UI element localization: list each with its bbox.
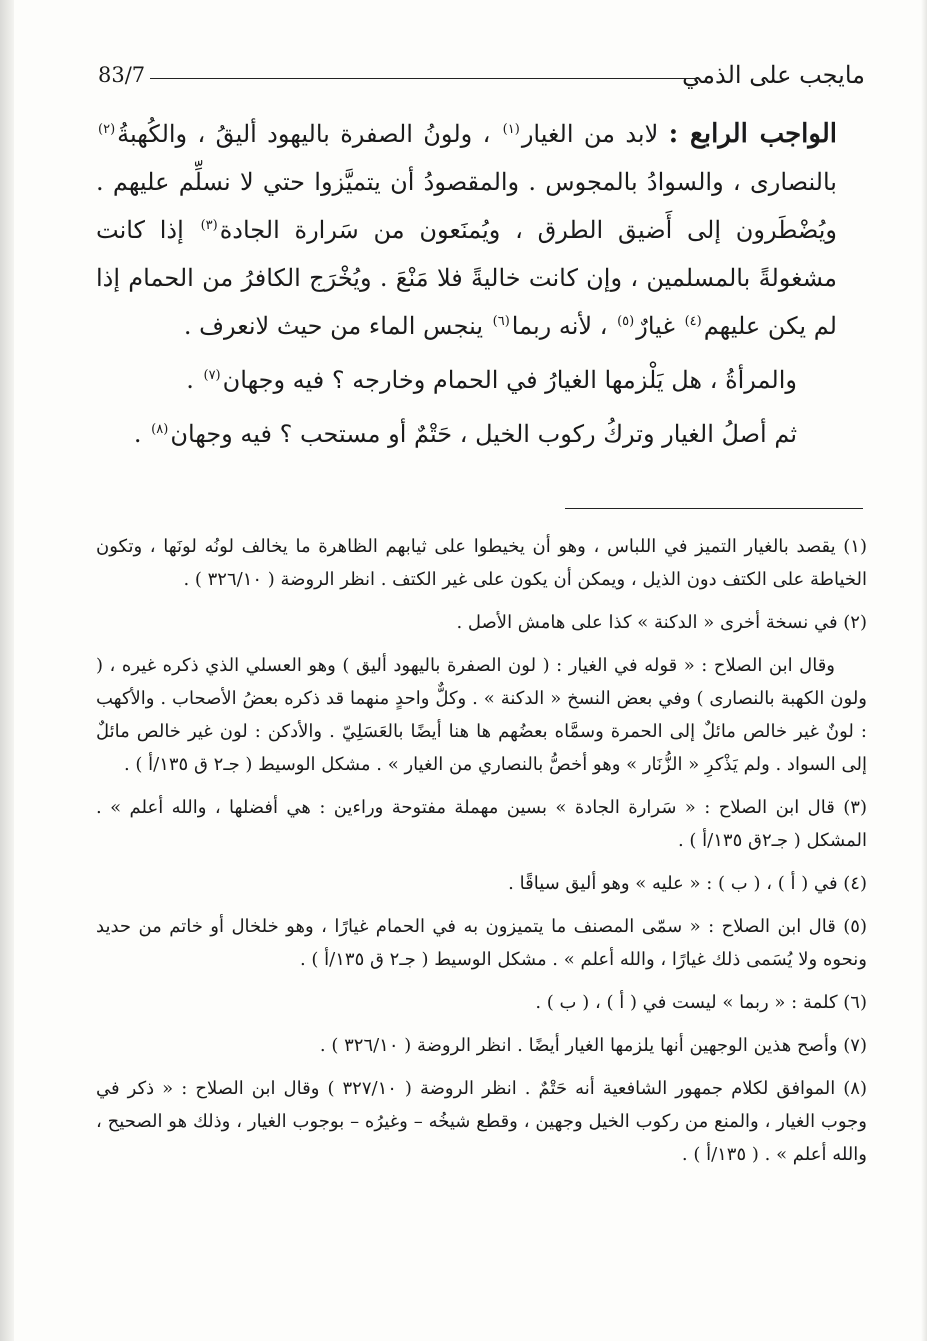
footnote-ref-1[interactable]: (١)	[502, 122, 520, 137]
header-rule	[150, 78, 695, 79]
text-run: إذا كانت مشغولةً بالمسلمين ، وإن كانت خاليةً فلا مَنْعَ . ويُخْرَج الكافرُ من الحمام إذا لم يكن عليهم	[96, 216, 837, 340]
footnote-ref-3[interactable]: (٣)	[200, 218, 218, 233]
footnote-separator	[565, 508, 863, 509]
text-run: والمرأةُ ، هل يَلْزمها الغيارُ في الحمام وخارجه ؟ فيه وجهان	[222, 366, 797, 394]
paragraph-woman	[96, 356, 837, 404]
paragraph-fourth-duty	[96, 110, 837, 350]
text-run: لابد من الغيار	[521, 120, 669, 148]
footnote-ref-4[interactable]: (٤)	[684, 314, 702, 329]
footnote-3: (٣) قال ابن الصلاح : « سَرارة الجادة » بسين مهملة مفتوحة وراءين : هي أفضلها ، والله أعلم » . المشكل ( جـ٢ق ١٣٥/أ ) .	[96, 797, 867, 851]
footnote-ref-2[interactable]: (٢)	[98, 122, 116, 137]
footnote-ref-8[interactable]: (٨)	[151, 422, 169, 437]
footnote-2-continuation: وقال ابن الصلاح : « قوله في الغيار : ( لون الصفرة باليهود أليق ) وهو العسلي الذي ذكره غيره ، ( ولون الكهبة بالنصارى ) وفي بعض النسخ « الدكنة » . وكلٌّ واحدٍ منهما قد ذكره بعضُ الأصحاب . والأكهب : لونٌ غير خالص مائلٌ إلى الحمرة وسمَّاه بعضُهم ها هنا أيضًا بالعَسَلِيّ . والأدكن : لون غير خالص مائلٌ إلى السواد . ولم يَذْكرِ « الزُّنَار » وهو أخصُّ بالنصاري من الغيار » . مشكل الوسيط ( جـ٢ ق ١٣٥/أ ) .	[96, 655, 867, 775]
footnotes	[96, 530, 867, 1181]
footnote-7: (٧) وأصح هذين الوجهين أنها يلزمها الغيار أيضًا . انظر الروضة ( ٣٢٦/١٠ ) .	[319, 1035, 867, 1056]
footnote-1: (١) يقصد بالغيار التميز في اللباس ، وهو أن يخيطوا على ثيابهم الظاهرة ما يخالف لونُه لونَها ، وتكون الخياطة على الكتف دون الذيل ، ويمكن أن يكون على غير الكتف . انظر الروضة ( ٣٢٦/١٠ ) .	[96, 536, 867, 590]
text-run: ينجس الماء من حيث لانعرف .	[183, 312, 491, 340]
main-text	[96, 110, 837, 458]
page-gutter-shadow	[0, 0, 14, 1341]
paragraph-horse-riding	[96, 410, 837, 458]
footnote-ref-7[interactable]: (٧)	[203, 368, 221, 383]
footnote-ref-6[interactable]: (٦)	[492, 314, 510, 329]
text-run: ، ولونُ الصفرة باليهود أليقُ ، والكُهبةُ	[117, 120, 501, 148]
text-run: .	[186, 366, 202, 394]
footnote-ref-5[interactable]: (٥)	[617, 314, 635, 329]
footnote-2: (٢) في نسخة أخرى « الدكنة » كذا على هامش الأصل .	[456, 612, 867, 633]
section-heading: الواجب الرابع :	[668, 119, 837, 149]
running-title: مايجب على الذمي	[682, 61, 865, 89]
text-run: غيارٌ	[636, 312, 683, 340]
footnote-5: (٥) قال ابن الصلاح : « سمّى المصنف ما يتميزون به في الحمام غيارًا ، وهو خلخال أو خاتم من حديد ونحوه ولا يُسَمى ذلك غيارًا ، والله أعلم » . مشكل الوسيط ( جـ٢ ق ١٣٥/أ ) .	[96, 916, 867, 970]
footnote-8: (٨) الموافق لكلام جمهور الشافعية أنه حَتْمٌ . انظر الروضة ( ٣٢٧/١٠ ) وقال ابن الصلاح : « ذكر في وجوب الغيار ، والمنع من ركوب الخيل وجهين ، وقطع شيخُه – وغيرُه – بوجوب الغيار ، وذلك هو الصحيح ، والله أعلم » . ( ١٣٥/أ ) .	[96, 1078, 867, 1165]
text-run: ، لأنه ربما	[511, 312, 616, 340]
footnote-4: (٤) في ( أ ) ، ( ب ) : « عليه » وهو أليق سياقًا .	[508, 873, 867, 894]
text-run: ثم أصلُ الغيار وتركُ ركوب الخيل ، حَتْمٌ أو مستحب ؟ فيه وجهان	[170, 420, 797, 448]
text-run: .	[133, 420, 150, 448]
footnote-6: (٦) كلمة : « ربما » ليست في ( أ ) ، ( ب ) .	[535, 992, 867, 1013]
page-number: 83/7	[98, 63, 146, 87]
page-edge-shadow	[921, 0, 927, 1341]
text-run: بالنصارى ، والسوادُ بالمجوس . والمقصودُ أن يتميَّزوا حتي لا نسلِّم عليهم . ويُضْطَرون إلى أَضيق الطرق ، ويُمنَعون من سَرارة الجادة	[96, 168, 838, 244]
running-header	[98, 58, 865, 92]
